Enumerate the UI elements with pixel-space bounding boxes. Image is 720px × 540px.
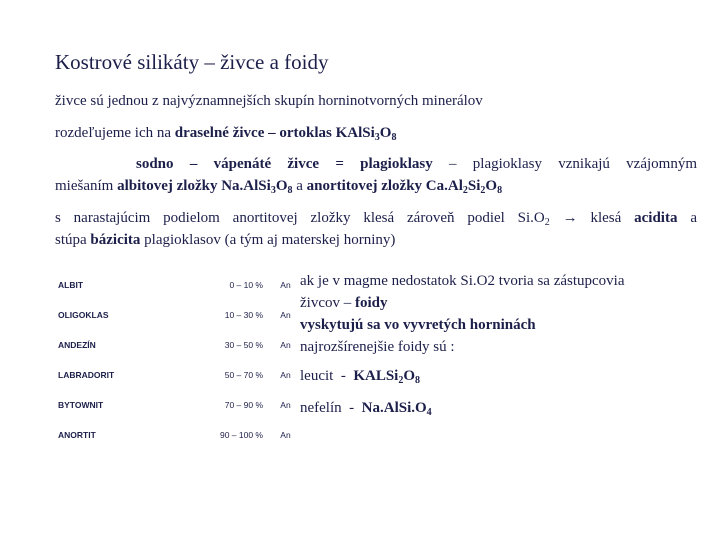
paragraph-division [55, 122, 396, 144]
acidity-line-1: s narastajúcim podielom anortitovej zložky klesá zároveň podiel $Si.O_2$ → klesá acidita a [55, 210, 697, 228]
an-range: 50 – 70 % [224, 370, 263, 380]
an-range: 30 – 50 % [224, 340, 263, 350]
plagioclase-name: OLIGOKLAS [58, 310, 109, 320]
plagioclase-term: sodno – vápenáté živce = plagioklasy [136, 156, 433, 172]
an-unit: An [280, 280, 291, 290]
orthoclase-term: draselné živce – ortoklas $KAlSi_3O_8$ [174, 125, 397, 143]
slide-title: Kostrové silikáty – živce a foidy [55, 50, 329, 74]
paragraph-plagioclase [55, 153, 697, 197]
an-range: 0 – 10 % [229, 280, 263, 290]
foids-occurrence: vyskytujú sa vo vyvretých horninách [300, 317, 536, 333]
nefelin-formula: $Na.AlSi.O_4$ [361, 400, 432, 418]
plagioclase-line-2: miešaním albitovej zložky $Na.AlSi_3O_8$ a anortitovej zložky $Ca.Al_2Si_2O_8$ [55, 178, 503, 196]
plagioclase-name: ALBIT [58, 280, 84, 290]
mineral-nefelin: nefelín - $Na.AlSi.O_4$ [300, 400, 432, 418]
division-prefix: rozdeľujeme ich na [55, 125, 175, 141]
plagioclase-name: ANORTIT [58, 430, 96, 440]
an-unit: An [280, 370, 291, 380]
plagioclase-name: BYTOWNIT [58, 400, 104, 410]
plagioclase-name: LABRADORIT [58, 370, 115, 380]
foids-description: ak je v magme nedostatok Si.O2 tvoria sa zástupcovia živcov – foidy vyskytujú sa vo vyvretých horninách najrozšírenejšie foidy sú : [300, 273, 625, 355]
plagioclase-row [58, 360, 308, 390]
plagioclase-row [58, 300, 308, 330]
plagioclase-line-1: sodno – vápenáté živce = plagioklasy – plagioklasy vznikajú vzájomným [136, 156, 698, 172]
plagioclase-row [58, 420, 308, 450]
an-unit: An [280, 430, 291, 440]
an-unit: An [280, 340, 291, 350]
plagioclase-name: ANDEZÍN [58, 340, 96, 350]
plagioclase-row [58, 270, 308, 300]
plagioclase-row [58, 390, 308, 420]
acidity-term: acidita [634, 210, 678, 226]
basicity-term: bázicita [90, 232, 141, 248]
foids-term: foidy [354, 295, 388, 311]
an-unit: An [280, 400, 291, 410]
plagioclase-table [58, 270, 308, 450]
an-range: 10 – 30 % [224, 310, 263, 320]
an-range: 90 – 100 % [219, 430, 263, 440]
mineral-leucit: leucit - $KALSi_2O_8$ [300, 368, 421, 386]
paragraph-intro: živce sú jednou z najvýznamnejších skupín horninotvorných minerálov [55, 93, 483, 109]
an-range: 70 – 90 % [224, 400, 263, 410]
anorthite-component: anortitovej zložky $Ca.Al_2Si_2O_8$ [306, 178, 503, 196]
albite-component: albitovej zložky $Na.AlSi_3O_8$ [117, 178, 293, 196]
acidity-line-2: stúpa bázicita plagioklasov (a tým aj materskej horniny) [55, 232, 396, 248]
leucit-formula: $KALSi_2O_8$ [353, 368, 421, 386]
plagioclase-row [58, 330, 308, 360]
an-unit: An [280, 310, 291, 320]
paragraph-acidity [55, 207, 697, 251]
